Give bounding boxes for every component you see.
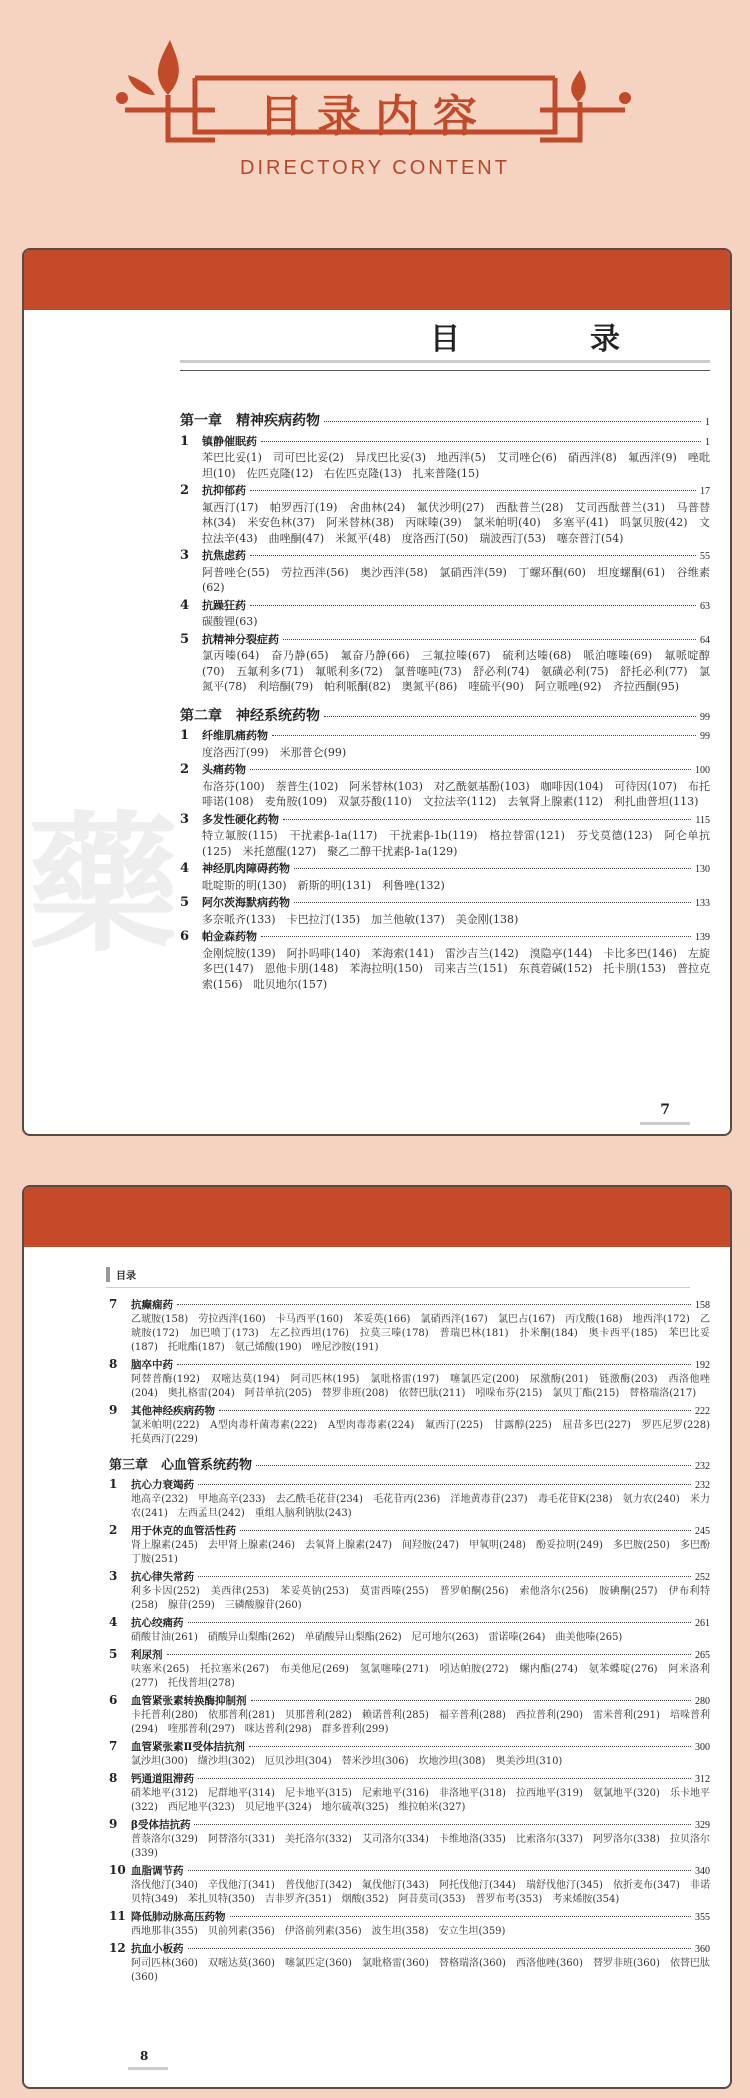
- toc-section-row: [109, 1297, 710, 1313]
- divider: [180, 360, 710, 363]
- watermark-glyph: 藥: [28, 797, 179, 973]
- section-title: 头痛药物: [202, 763, 246, 776]
- section-title: 多发性硬化药物: [202, 812, 279, 826]
- section-page: 64: [700, 634, 710, 646]
- chapter-title: 第一章 精神疾病药物: [180, 413, 320, 429]
- section-items: 阿普唑仑(55) 劳拉西泮(56) 奥沙西泮(58) 氯硝西泮(59) 丁螺环酮(60) 坦度螺酮(61) 谷维素(62): [202, 565, 710, 594]
- section-items: 西地那非(355) 贝前列素(356) 伊洛前列素(356) 波生坦(358) 安立生坦(359): [131, 1926, 506, 1937]
- leader-dots: [249, 1746, 691, 1747]
- toc-section-row: [109, 1739, 710, 1755]
- section-items: 呋塞米(265) 托拉塞米(267) 布美他尼(269) 氢氯噻嗪(271) 吲达帕胺(272) 螺内酯(274) 氨苯蝶啶(276) 阿米洛利(277) 托伐普坦(278): [131, 1664, 710, 1689]
- section-page: 17: [700, 486, 710, 497]
- section-page: 355: [695, 1912, 710, 1923]
- leader-dots: [219, 1410, 691, 1411]
- section-number: 10: [109, 1863, 126, 1877]
- section-number: 4: [109, 1615, 118, 1629]
- section-label: 目录: [106, 1267, 136, 1282]
- section-title: 抗心律失常药: [131, 1571, 194, 1583]
- section-items: 碳酸锂(63): [202, 615, 258, 628]
- section-items: 洛伐他汀(340) 辛伐他汀(341) 普伐他汀(342) 氟伐他汀(343) 阿托伐他汀(344) 瑞舒伐他汀(345) 依折麦布(347) 非诺贝特(349) 苯扎贝特(350) 吉非罗齐(351) 烟酸(352) 阿昔莫司(353) 普罗布考(353) 考来烯胺(354): [131, 1880, 710, 1905]
- leader-dots: [177, 1304, 691, 1305]
- section-number: 11: [109, 1909, 126, 1923]
- section-number: 5: [109, 1647, 118, 1661]
- toc-section-row: [180, 483, 710, 500]
- section-number: 9: [109, 1403, 118, 1417]
- section-page: 133: [695, 898, 710, 909]
- section-page: 139: [695, 932, 710, 943]
- section-number: 1: [109, 1477, 118, 1491]
- chapter-title: 第三章 心血管系统药物: [109, 1458, 253, 1473]
- section-items: 氯米帕明(222) A型肉毒杆菌毒素(222) A型肉毒毒素(224) 氟西汀(225) 甘露醇(225) 屈昔多巴(227) 罗匹尼罗(228) 托莫西汀(229): [131, 1420, 720, 1445]
- page-number-bar: [128, 2067, 168, 2070]
- section-title: 用于休克的血管活性药: [131, 1525, 236, 1537]
- section-page: 130: [695, 864, 710, 875]
- section-page: 280: [695, 1696, 710, 1707]
- leader-dots: [294, 902, 691, 903]
- leader-dots: [261, 441, 701, 442]
- toc-section-row: [180, 728, 710, 745]
- divider: [106, 1287, 690, 1288]
- section-items: 氯丙嗪(64) 奋乃静(65) 氟奋乃静(66) 三氟拉嗪(67) 硫利达嗪(68) 哌泊噻嗪(69) 氟哌啶醇(70) 五氟利多(71) 氟哌利多(72) 氯普噻吨(73) 舒必利(74) 氨磺必利(75) 舒托必利(77) 氯氮平(78) 利培酮(79) 帕利哌酮(82) 奥氮平(86) 喹硫平(90) 阿立哌唑(92) 齐拉西酮(95): [202, 649, 710, 693]
- section-page: 115: [695, 814, 710, 826]
- section-page: 99: [700, 731, 710, 742]
- toc-section-row: [180, 434, 710, 451]
- section-page: 158: [695, 1300, 710, 1311]
- chapter-page: 99: [700, 711, 710, 723]
- section-title: 纤维肌痛药物: [202, 729, 268, 742]
- page-banner: [24, 250, 730, 310]
- section-title: 血管紧张素Ⅱ受体拮抗剂: [131, 1741, 245, 1753]
- section-title: 阿尔茨海默病药物: [202, 896, 290, 909]
- leader-dots: [230, 1916, 692, 1917]
- toc-section-row: [109, 1477, 710, 1493]
- leader-dots: [283, 819, 691, 820]
- toc-section-row: [109, 1817, 710, 1833]
- section-items: 多奈哌齐(133) 卡巴拉汀(135) 加兰他敏(137) 美金刚(138): [202, 912, 519, 926]
- leader-dots: [250, 769, 691, 770]
- section-number: 3: [109, 1569, 118, 1583]
- section-title: 抗抑郁药: [202, 484, 246, 497]
- leader-dots: [240, 1530, 691, 1531]
- divider: [180, 370, 710, 371]
- toc-section-row: [180, 861, 710, 878]
- section-page: 340: [695, 1866, 710, 1877]
- toc-section-row: [109, 1647, 710, 1663]
- page-banner: [24, 1187, 730, 1247]
- section-title: 帕金森药物: [202, 930, 257, 943]
- leader-dots: [250, 555, 696, 556]
- section-items: 特立氟胺(115) 干扰素β-1a(117) 干扰素β-1b(119) 格拉替雷(121) 芬戈莫德(123) 阿仑单抗(125) 米托蒽醌(127) 聚乙二醇干扰素β-1a(129): [202, 829, 710, 858]
- toc-section-row: [109, 1615, 710, 1631]
- section-number: 7: [109, 1297, 118, 1311]
- section-number: 3: [180, 811, 190, 827]
- chapter-title: 第二章 神经系统药物: [180, 707, 320, 724]
- section-number: 3: [180, 548, 190, 563]
- section-number: 2: [109, 1523, 118, 1537]
- section-page: 232: [695, 1480, 710, 1491]
- leader-dots: [272, 735, 696, 736]
- section-title: β受体拮抗药: [131, 1819, 191, 1831]
- leader-dots: [294, 868, 691, 869]
- leader-dots: [324, 421, 701, 422]
- toc-section-row: [109, 1909, 710, 1925]
- toc-section-row: [109, 1357, 710, 1373]
- toc-section-row: [180, 762, 710, 779]
- section-page: 329: [695, 1820, 710, 1831]
- section-items: 苯巴比妥(1) 司可巴比妥(2) 异戊巴比妥(3) 地西泮(5) 艾司唑仑(6) 硝西泮(8) 氟西泮(9) 唑吡坦(10) 佐匹克隆(12) 右佐匹克隆(13) 扎来普隆(15): [202, 451, 710, 480]
- section-items: 阿司匹林(360) 双嘧达莫(360) 噻氯匹定(360) 氯吡格雷(360) 替格瑞洛(360) 西洛他唑(360) 替罗非班(360) 依替巴肽(360): [131, 1958, 710, 1983]
- section-items: 阿替普酶(192) 双嘧达莫(194) 阿司匹林(195) 氯吡格雷(197) 噻氯匹定(200) 尿激酶(201) 链激酶(203) 西洛他唑(204) 奥扎格雷(204) 阿昔单抗(205) 替罗非班(208) 依替巴肽(211) 吲哚布芬(215) 氯贝丁酯(215) 替格瑞洛(217): [131, 1374, 710, 1399]
- section-title: 抗焦虑药: [202, 549, 246, 562]
- section-page: 312: [695, 1774, 710, 1785]
- section-title: 抗心绞痛药: [131, 1617, 184, 1629]
- section-number: 2: [180, 483, 190, 498]
- leader-dots: [256, 1465, 691, 1466]
- section-number: 2: [180, 762, 190, 777]
- toc-section-row: [109, 1863, 710, 1879]
- section-title: 血管紧张素转换酶抑制剂: [131, 1695, 247, 1707]
- chapter-page: 1: [705, 417, 710, 428]
- toc-section-row: [109, 1403, 710, 1419]
- section-number: 5: [180, 895, 190, 910]
- leader-dots: [188, 1622, 692, 1623]
- section-number: 5: [180, 631, 190, 647]
- toc-section-row: [109, 1771, 710, 1787]
- leader-dots: [250, 605, 696, 606]
- section-items: 肾上腺素(245) 去甲肾上腺素(246) 去氧肾上腺素(247) 间羟胺(247) 甲氧明(248) 酚妥拉明(249) 多巴胺(250) 多巴酚丁胺(251): [131, 1540, 710, 1565]
- section-number: 8: [109, 1771, 118, 1785]
- section-page: 1: [705, 436, 710, 448]
- section-title: 降低肺动脉高压药物: [131, 1911, 226, 1923]
- leader-dots: [177, 1364, 691, 1365]
- section-number: 12: [109, 1941, 126, 1955]
- leader-dots: [194, 1824, 691, 1825]
- section-page: 261: [695, 1618, 710, 1629]
- section-page: 192: [695, 1360, 710, 1371]
- toc-section-row: [180, 632, 710, 649]
- toc-chapter-row: [109, 1459, 710, 1474]
- toc-section-row: [180, 929, 710, 946]
- toc-section-row: [109, 1941, 710, 1957]
- section-page: 300: [695, 1742, 710, 1753]
- section-items: 布洛芬(100) 萘普生(102) 阿米替林(103) 对乙酰氨基酚(103) 咖啡因(104) 可待因(107) 布托啡诺(108) 麦角胺(109) 双氯芬酸(110) 文拉法辛(112) 去氧肾上腺素(112) 利扎曲普坦(113): [202, 779, 710, 808]
- section-page: 55: [700, 551, 710, 562]
- section-items: 硝苯地平(312) 尼群地平(314) 尼卡地平(315) 尼索地平(316) 非洛地平(318) 拉西地平(319) 氨氯地平(320) 乐卡地平(322) 西尼地平(323) 贝尼地平(324) 地尔硫䓬(325) 维拉帕米(327): [131, 1788, 710, 1813]
- section-items: 度洛西汀(99) 米那普仑(99): [202, 745, 347, 759]
- section-number: 4: [180, 597, 190, 613]
- leader-dots: [188, 1948, 692, 1949]
- section-title: 神经肌肉障碍药物: [202, 862, 290, 875]
- toc-heading: 目 录: [430, 322, 670, 357]
- section-title: 其他神经疾病药物: [131, 1405, 215, 1417]
- toc-section-row: [180, 548, 710, 565]
- section-number: 9: [109, 1817, 118, 1831]
- toc-chapter-row: [180, 709, 710, 726]
- section-number: 6: [109, 1693, 118, 1707]
- section-page: 265: [695, 1650, 710, 1661]
- section-items: 吡啶斯的明(130) 新斯的明(131) 利鲁唑(132): [202, 878, 445, 892]
- section-items: 氯沙坦(300) 缬沙坦(302) 厄贝沙坦(304) 替米沙坦(306) 坎地沙坦(308) 奥美沙坦(310): [131, 1756, 563, 1767]
- section-page: 252: [695, 1572, 710, 1583]
- toc-section-row: [180, 895, 710, 912]
- section-title: 抗躁狂药: [202, 598, 246, 612]
- toc-section-row: [109, 1693, 710, 1709]
- section-items: 氟西汀(17) 帕罗西汀(19) 舍曲林(24) 氟伏沙明(27) 西酞普兰(28) 艾司西酞普兰(31) 马普替林(34) 米安色林(37) 阿米替林(38) 丙咪嗪(39) 氯米帕明(40) 多塞平(41) 吗氯贝胺(42) 文拉法辛(43) 曲唑酮(47) 米氮平(48) 度洛西汀(50) 瑞波西汀(53) 噻奈普汀(54): [202, 500, 710, 545]
- section-page: 100: [695, 765, 710, 776]
- leader-dots: [188, 1870, 692, 1871]
- toc-list: [109, 1295, 720, 1985]
- section-title: 镇静催眠药: [202, 434, 257, 448]
- toc-section-row: [180, 812, 710, 829]
- section-items: 硝酸甘油(261) 硝酸异山梨酯(262) 单硝酸异山梨酯(262) 尼可地尔(263) 雷诺嗪(264) 曲美他嗪(265): [131, 1632, 623, 1643]
- leader-dots: [198, 1778, 691, 1779]
- section-number: 4: [180, 861, 190, 876]
- section-items: 利多卡因(252) 美西律(253) 苯妥英钠(253) 莫雷西嗪(255) 普罗帕酮(256) 索他洛尔(256) 胺碘酮(257) 伊布利特(258) 腺苷(259) 三磷酸腺苷(260): [131, 1586, 710, 1611]
- leader-dots: [251, 1700, 692, 1701]
- section-page: 222: [695, 1406, 710, 1417]
- section-page: 360: [695, 1944, 710, 1955]
- section-items: 乙琥胺(158) 劳拉西泮(160) 卡马西平(160) 苯妥英(166) 氯硝西泮(167) 氯巴占(167) 丙戊酸(168) 地西泮(172) 乙琥胺(172) 加巴喷丁(173) 左乙拉西坦(176) 拉莫三嗪(178) 普瑞巴林(181) 扑米酮(184) 奥卡西平(185) 苯巴比妥(187) 托吡酯(187) 氨己烯酸(190) 唑尼沙胺(191): [131, 1314, 710, 1353]
- toc-page-1: [22, 248, 732, 1136]
- section-page: 245: [695, 1526, 710, 1537]
- section-number: 1: [180, 433, 190, 449]
- section-number: 8: [109, 1357, 118, 1371]
- page-header: [0, 0, 750, 190]
- section-title: 抗心力衰竭药: [131, 1479, 194, 1491]
- leader-dots: [198, 1484, 691, 1485]
- section-number: 1: [180, 728, 190, 743]
- header-title: 目录内容: [259, 91, 491, 142]
- section-items: 金刚烷胺(139) 阿扑吗啡(140) 苯海索(141) 雷沙吉兰(142) 溴隐亭(144) 卡比多巴(146) 左旋多巴(147) 恩他卡朋(148) 苯海拉明(150) 司来吉兰(151) 东莨菪碱(152) 托卡朋(153) 普拉克索(156) 吡贝地尔(157): [202, 946, 710, 991]
- section-title: 抗血小板药: [131, 1943, 184, 1955]
- toc-list: [180, 400, 710, 992]
- section-number: 6: [180, 929, 190, 944]
- section-items: 普萘洛尔(329) 阿替洛尔(331) 美托洛尔(332) 艾司洛尔(334) 卡维地洛(335) 比索洛尔(337) 阿罗洛尔(338) 拉贝洛尔(339): [131, 1834, 710, 1859]
- page-number: 8: [140, 2049, 149, 2063]
- toc-section-row: [109, 1569, 710, 1585]
- toc-section-row: [180, 598, 710, 615]
- chapter-page: 232: [695, 1461, 710, 1472]
- section-title: 抗精神分裂症药: [202, 632, 279, 646]
- toc-chapter-row: [180, 414, 710, 431]
- header-subtitle: DIRECTORY CONTENT: [240, 157, 510, 179]
- leader-dots: [324, 716, 696, 717]
- section-items: 卡托普利(280) 依那普利(281) 贝那普利(282) 赖诺普利(285) 福辛普利(288) 西拉普利(290) 雷米普利(291) 培哚普利(294) 喹那普利(297) 咪达普利(298) 群多普利(299): [131, 1710, 710, 1735]
- section-title: 钙通道阻滞药: [131, 1773, 194, 1785]
- section-title: 血脂调节药: [131, 1865, 184, 1877]
- toc-section-row: [109, 1523, 710, 1539]
- leader-dots: [167, 1654, 692, 1655]
- leader-dots: [261, 936, 691, 937]
- toc-page-2: [22, 1185, 732, 2089]
- section-title: 利尿剂: [131, 1649, 163, 1661]
- leader-dots: [198, 1576, 691, 1577]
- section-number: 7: [109, 1739, 118, 1753]
- section-title: 抗癫痫药: [131, 1299, 173, 1311]
- section-items: 地高辛(232) 甲地高辛(233) 去乙酰毛花苷(234) 毛花苷丙(236) 洋地黄毒苷(237) 毒毛花苷K(238) 氨力农(240) 米力农(241) 左西孟旦(242) 重组人脑利钠肽(243): [131, 1494, 710, 1519]
- page-number-bar: [640, 1122, 690, 1125]
- leader-dots: [283, 639, 696, 640]
- leader-dots: [250, 490, 696, 491]
- page-number: 7: [660, 1102, 670, 1118]
- section-title: 脑卒中药: [131, 1359, 173, 1371]
- section-page: 63: [700, 600, 710, 612]
